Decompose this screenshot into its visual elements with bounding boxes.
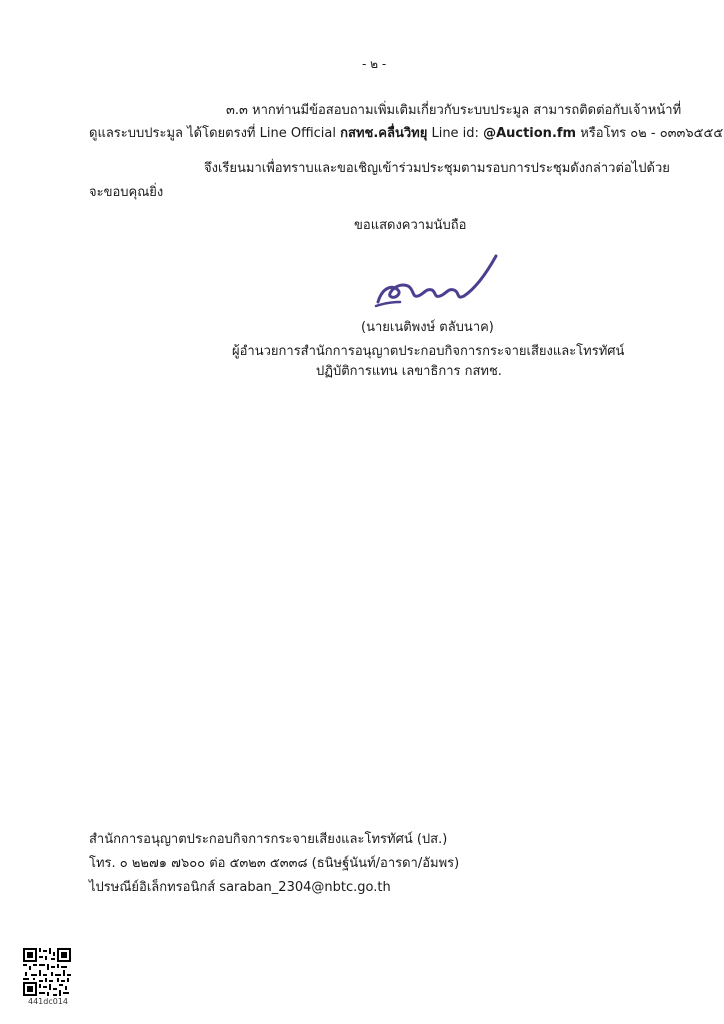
document-code: 441dc014	[28, 997, 69, 1006]
contact-text-pre: ดูแลระบบประมูล ได้โดยตรงที่ Line Official	[89, 126, 341, 141]
paragraph-invitation-line2: จะขอบคุณยิ่ง	[89, 185, 164, 200]
paragraph-invitation-line1: จึงเรียนมาเพื่อทราบและขอเชิญเข้าร่วมประชุมตามรอบการประชุมดังกล่าวต่อไปด้วย	[204, 161, 670, 176]
qr-code-icon	[23, 948, 71, 996]
signer-acting-position: ปฏิบัติการแทน เลขาธิการ กสทช.	[316, 364, 502, 379]
footer-office: สำนักการอนุญาตประกอบกิจการกระจายเสียงและโทรทัศน์ (ปส.)	[89, 832, 448, 847]
footer-phone: โทร. ๐ ๒๒๗๑ ๗๖๐๐ ต่อ ๕๓๒๓ ๕๓๓๘ (ธนิษฐ์นันท์/อารดา/อัมพร)	[89, 856, 460, 871]
contact-phone: หรือโทร ๐๒ - ๐๓๓๖๕๕๕	[576, 126, 724, 141]
paragraph-contact-line1: ๓.๓ หากท่านมีข้อสอบถามเพิ่มเติมเกี่ยวกับระบบประมูล สามารถติดต่อกับเจ้าหน้าที่	[226, 103, 682, 118]
line-official-name: กสทช.คลื่นวิทยุ	[340, 126, 428, 141]
contact-text-mid: Line id:	[427, 126, 484, 141]
signer-position: ผู้อำนวยการสำนักการอนุญาตประกอบกิจการกระจายเสียงและโทรทัศน์	[232, 344, 625, 359]
paragraph-contact-line2	[89, 122, 723, 143]
line-id: @Auction.fm	[483, 126, 577, 141]
signature-image	[372, 252, 502, 312]
footer-email: ไปรษณีย์อิเล็กทรอนิกส์ saraban_2304@nbtc.go.th	[89, 880, 391, 895]
page-number: - ๒ -	[362, 57, 387, 71]
closing-salutation: ขอแสดงความนับถือ	[354, 218, 467, 233]
signer-name: (นายเนติพงษ์ ตลับนาค)	[361, 320, 494, 335]
